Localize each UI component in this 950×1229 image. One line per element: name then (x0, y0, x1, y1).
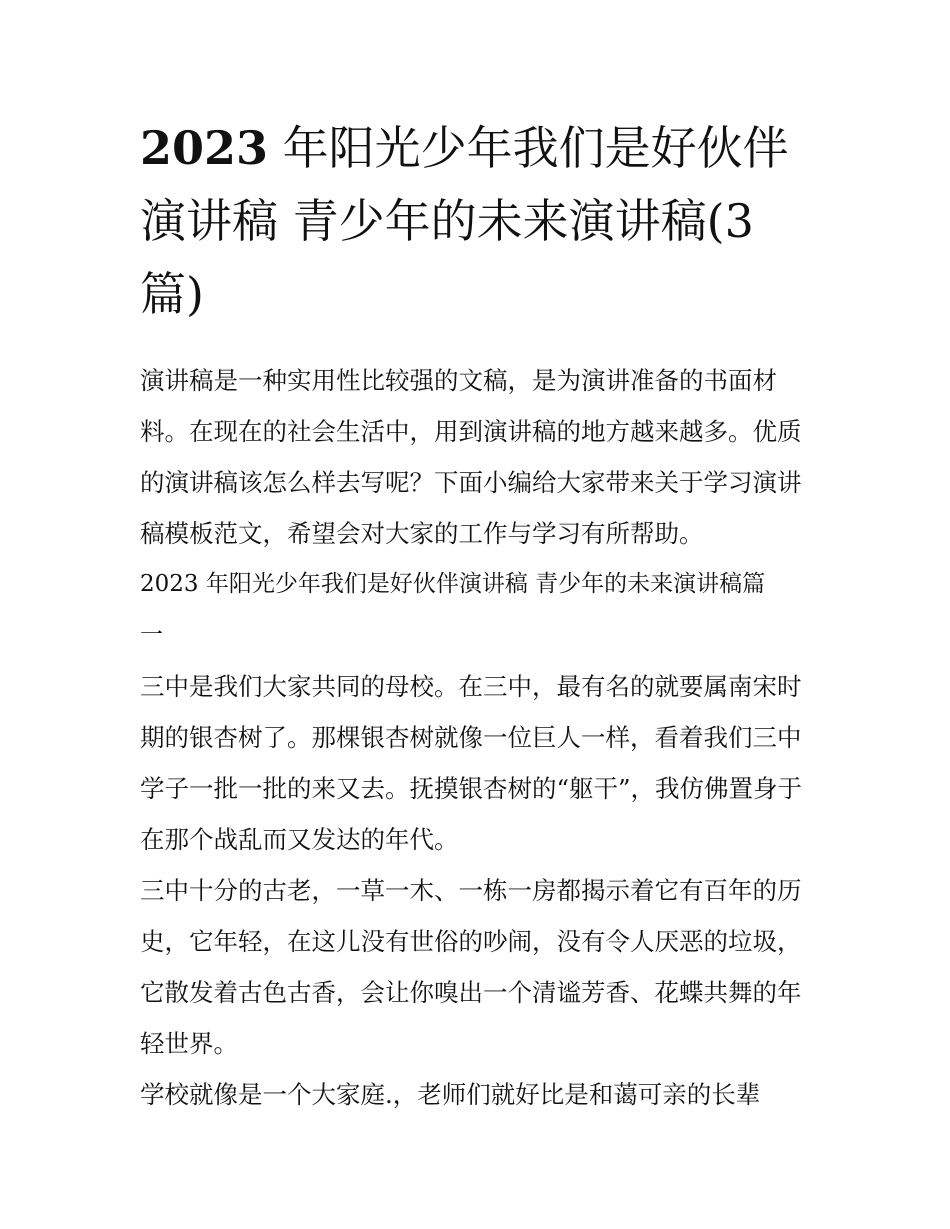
document-body (140, 355, 820, 1120)
paragraph-family (140, 1069, 820, 1120)
title-line-3: 篇) (140, 267, 204, 321)
paragraph-line: 史，它年轻，在这儿没有世俗的吵闹，没有令人厌恶的垃圾， (140, 927, 802, 956)
paragraph-line: 料。在现在的社会生活中，用到演讲稿的地方越来越多。优质 (140, 417, 802, 446)
paragraph-line: 在那个战乱而又发达的年代。 (140, 825, 459, 854)
paragraph-line: 演讲稿是一种实用性比较强的文稿，是为演讲准备的书面材 (140, 366, 777, 395)
paragraph-line: 学校就像是一个大家庭.，老师们就好比是和蔼可亲的长辈 (140, 1080, 761, 1109)
section-heading-line: 2023 年阳光少年我们是好伙伴演讲稿 青少年的未来演讲稿篇 (140, 571, 766, 597)
title-line-2: 演讲稿 青少年的未来演讲稿(3 (140, 194, 754, 248)
paragraph-line: 它散发着古色古香，会让你嗅出一个清谧芳香、花蝶共舞的年 (140, 978, 802, 1007)
paragraph-line: 三中十分的古老，一草一木、一栋一房都揭示着它有百年的历 (140, 876, 802, 905)
paragraph-line: 三中是我们大家共同的母校。在三中，最有名的就要属南宋时 (140, 672, 802, 701)
paragraph-history (140, 865, 820, 1069)
paragraph-line: 轻世界。 (140, 1029, 238, 1058)
title-line-1 (140, 112, 820, 185)
document-title (140, 112, 820, 331)
paragraph-line: 的演讲稿该怎么样去写呢？下面小编给大家带来关于学习演讲 (140, 468, 802, 497)
paragraph-line: 学子一批一批的来又去。抚摸银杏树的“躯干”，我仿佛置身于 (140, 774, 803, 803)
paragraph-ginkgo (140, 661, 820, 865)
section-heading-line: 一 (140, 622, 163, 648)
paragraph-line: 稿模板范文，希望会对大家的工作与学习有所帮助。 (140, 519, 704, 548)
title-line-1-text: 年阳光少年我们是好伙伴 (268, 121, 789, 175)
paragraph-line: 期的银杏树了。那棵银杏树就像一位巨人一样，看着我们三中 (140, 723, 802, 752)
title-year: 2023 (140, 121, 269, 175)
paragraph-intro (140, 355, 820, 559)
section-heading (140, 559, 820, 661)
